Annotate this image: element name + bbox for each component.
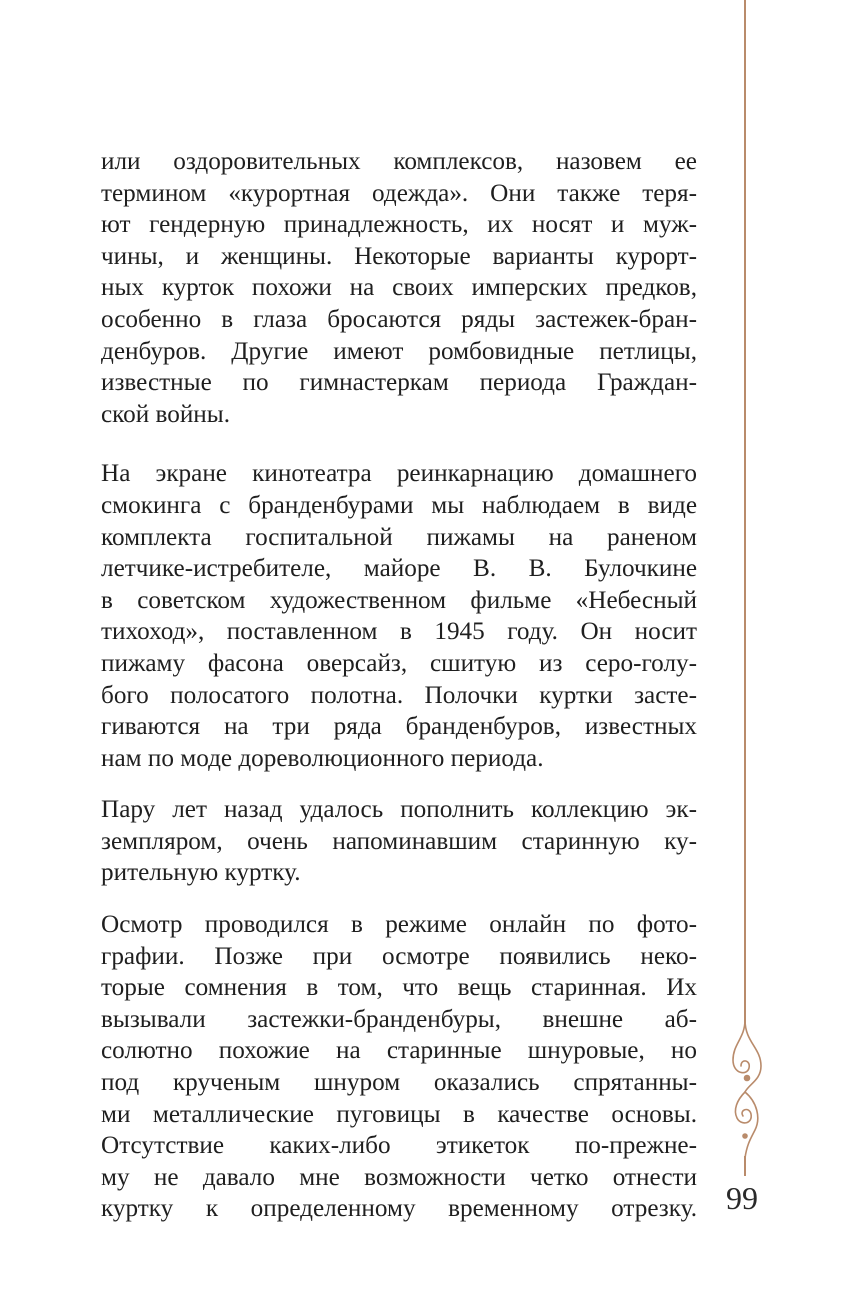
text-line: вызывали застежки-бранденбуры, внешне аб-: [101, 1005, 697, 1033]
margin-rule-bottom: [744, 1156, 746, 1176]
text-line: комплекта госпитальной пижамы на раненом: [101, 523, 697, 551]
text-line: гиваются на три ряда бранденбуров, известных: [101, 713, 697, 741]
text-line: торые сомнения в том, что вещь старинная. Их: [101, 974, 697, 1002]
paragraph-2: [101, 458, 697, 774]
text-line: тихоход», поставленном в 1945 году. Он носит: [101, 618, 697, 646]
floral-ornament-icon: [727, 1018, 769, 1160]
text-line: солютно похожие на старинные шнуровые, но: [101, 1037, 697, 1065]
text-line: Осмотр проводился в режиме онлайн по фото-: [101, 911, 697, 939]
text-line: Пару лет назад удалось пополнить коллекцию эк-: [101, 796, 697, 824]
text-line: графии. Позже при осмотре появились неко-: [101, 942, 697, 970]
text-line: бого полосатого полотна. Полочки куртки засте-: [101, 681, 697, 709]
text-line: пижаму фасона оверсайз, сшитую из серо-голу-: [101, 649, 697, 677]
text-line: смокинга с бранденбурами мы наблюдаем в виде: [101, 491, 697, 519]
paragraph-4: [101, 909, 697, 1225]
text-line: му не давало мне возможности четко отнести: [101, 1163, 697, 1191]
margin-rule: [744, 0, 746, 1024]
text-line: ют гендерную принадлежность, их носят и муж-: [101, 211, 697, 239]
text-line: или оздоровительных комплексов, назовем ее: [101, 148, 697, 175]
text-line: летчике-истребителе, майоре В. В. Булочкине: [101, 555, 697, 583]
paragraph-1: [101, 146, 697, 430]
text-line: куртку к определенному временному отрезку.: [101, 1195, 697, 1223]
text-line: термином «курортная одежда». Они также теря-: [101, 179, 697, 207]
text-line: Отсутствие каких-либо этикеток по-прежне-: [101, 1132, 697, 1160]
body-text: [101, 146, 697, 1225]
text-line: денбуров. Другие имеют ромбовидные петлицы,: [101, 337, 697, 365]
paragraph-3: [101, 794, 697, 889]
text-line: ской войны.: [101, 400, 230, 428]
text-line: в советском художественном фильме «Небесный: [101, 586, 697, 614]
text-line: особенно в глаза бросаются ряды застежек-бран-: [101, 305, 697, 333]
text-line: чины, и женщины. Некоторые варианты курорт-: [101, 242, 697, 270]
text-line: известные по гимнастеркам периода Граждан-: [101, 369, 697, 397]
text-line: рительную куртку.: [101, 859, 301, 887]
text-line: нам по моде дореволюционного периода.: [101, 744, 544, 772]
text-line: ных курток похожи на своих имперских предков,: [101, 274, 697, 302]
text-line: На экране кинотеатра реинкарнацию домашнего: [101, 460, 697, 488]
text-line: ми металлические пуговицы в качестве основы.: [101, 1100, 697, 1128]
text-line: под крученым шнуром оказались спрятанны-: [101, 1069, 697, 1097]
text-line: земпляром, очень напоминавшим старинную ку-: [101, 827, 697, 855]
page-number: 99: [726, 1180, 758, 1216]
